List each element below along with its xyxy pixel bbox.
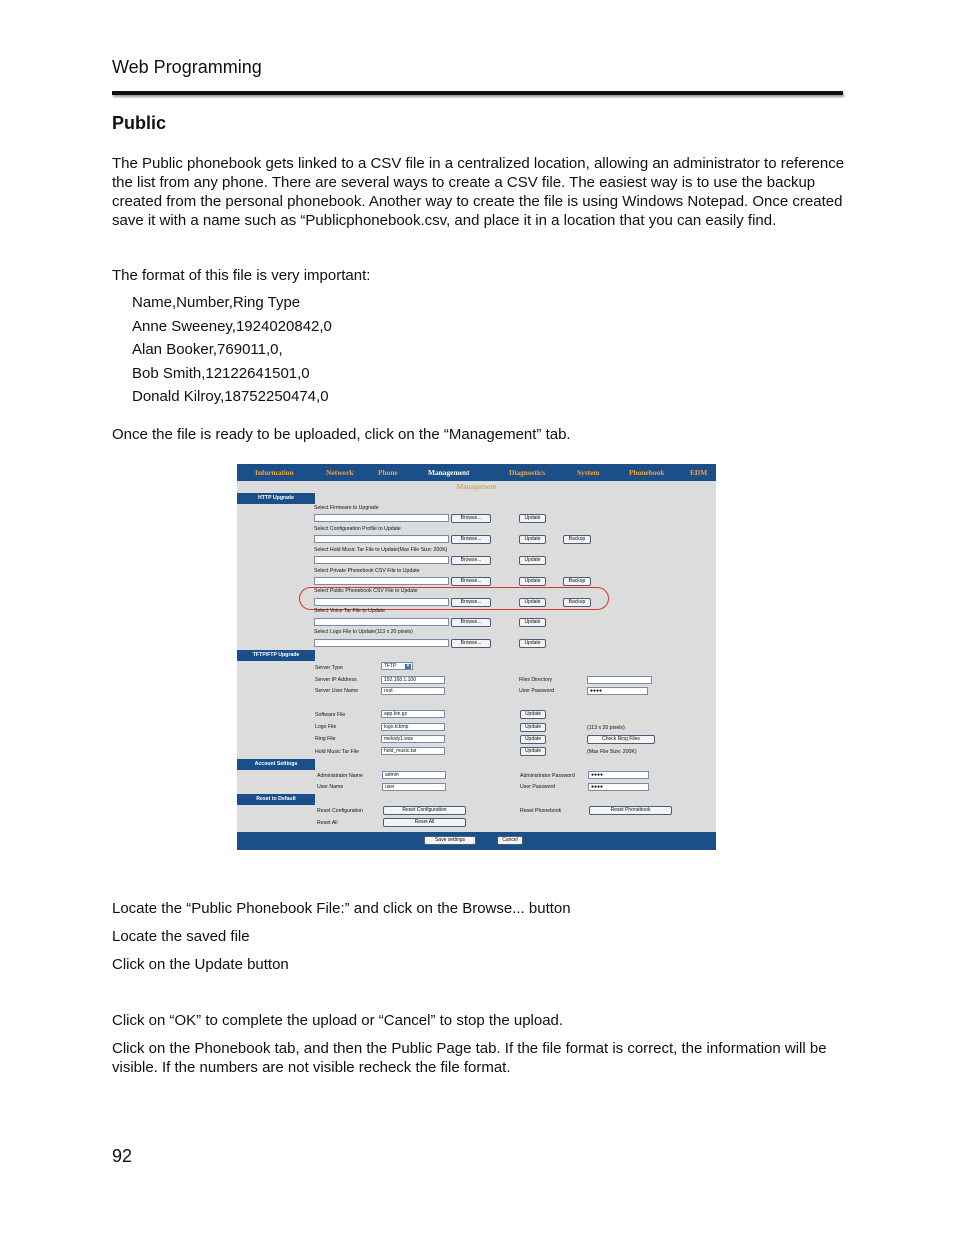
section-reset-to-default: Reset to Default bbox=[237, 794, 315, 805]
page-number: 92 bbox=[112, 1146, 133, 1166]
browse-button[interactable]: Browse... bbox=[451, 535, 491, 544]
hold-music-label: Hold Music Tar File bbox=[315, 749, 360, 755]
browse-button[interactable]: Browse... bbox=[451, 639, 491, 648]
files-directory-label: Files Directory bbox=[519, 677, 553, 683]
bottom-bar bbox=[237, 832, 716, 850]
http-row-label: Select Voice Tar File to Update bbox=[314, 608, 385, 614]
management-screenshot bbox=[237, 464, 716, 850]
reset-all-label: Reset All bbox=[317, 820, 338, 826]
update-button[interactable]: Update bbox=[519, 535, 546, 544]
account-user-password-label: User Password bbox=[520, 784, 556, 790]
logo-file-field[interactable] bbox=[314, 639, 449, 647]
update-button[interactable]: Update bbox=[519, 618, 546, 627]
private-phonebook-file-field[interactable] bbox=[314, 577, 449, 585]
browse-button[interactable]: Browse... bbox=[451, 577, 491, 586]
backup-button[interactable]: Backup bbox=[563, 598, 591, 607]
update-button[interactable]: Update bbox=[519, 556, 546, 565]
ring-file-field[interactable]: melody1.wav bbox=[381, 735, 445, 743]
browse-button[interactable]: Browse... bbox=[451, 556, 491, 565]
http-row-label: Select Private Phonebook CSV File to Update bbox=[314, 568, 420, 574]
logo-file-label: Logo File bbox=[315, 724, 337, 730]
csv-line: Donald Kilroy,18752250474,0 bbox=[132, 388, 329, 405]
section-title: Public bbox=[112, 113, 167, 133]
update-button[interactable]: Update bbox=[519, 639, 546, 648]
account-user-password-field[interactable]: ●●●● bbox=[588, 783, 649, 791]
highlight-oval bbox=[299, 587, 609, 610]
reset-phonebook-label: Reset Phonebook bbox=[520, 808, 562, 814]
reset-phonebook-button[interactable]: Reset Phonebook bbox=[589, 806, 672, 815]
admin-name-field[interactable]: admin bbox=[382, 771, 446, 779]
user-name-field[interactable]: user bbox=[382, 783, 446, 791]
server-user-label: Server User Name bbox=[315, 688, 358, 694]
update-button[interactable]: Update bbox=[520, 747, 546, 756]
software-file-field[interactable]: app.bin.gz bbox=[381, 710, 445, 718]
cancel-button[interactable]: Cancel bbox=[497, 836, 523, 845]
section-http-upgrade: HTTP Upgrade bbox=[237, 493, 315, 504]
nav-tab-system[interactable]: System bbox=[577, 468, 600, 477]
management-title: Management bbox=[456, 482, 497, 491]
nav-tab-phonebook[interactable]: Phonebook bbox=[629, 468, 665, 477]
server-type-select[interactable] bbox=[381, 662, 413, 670]
section-account-settings: Account Settings bbox=[237, 759, 315, 770]
user-password-label: User Password bbox=[519, 688, 555, 694]
http-row-label: Select Configuration Profile to Update bbox=[314, 526, 401, 532]
final-paragraph: Click on the Phonebook tab, and then the Public Page tab. If the file format is correct, the information will be visible. If the numbers are not visible recheck the file format. bbox=[112, 1040, 827, 1076]
logo-size-note: (113 x 20 pixels) bbox=[587, 725, 625, 731]
check-ring-files-button[interactable]: Check Ring Files bbox=[587, 735, 655, 744]
config-file-field[interactable] bbox=[314, 535, 449, 543]
csv-line: Alan Booker,769011,0, bbox=[132, 341, 283, 358]
update-button[interactable]: Update bbox=[520, 735, 546, 744]
server-type-value: TFTP bbox=[384, 663, 397, 669]
update-button[interactable]: Update bbox=[520, 710, 546, 719]
upload-paragraph: Once the file is ready to be uploaded, click on the “Management” tab. bbox=[112, 426, 571, 443]
update-button[interactable]: Update bbox=[519, 598, 546, 607]
nav-tab-diagnostics[interactable]: Diagnostics bbox=[509, 468, 546, 477]
step-2: Locate the saved file bbox=[112, 928, 250, 945]
nav-tab-network[interactable]: Network bbox=[326, 468, 354, 477]
step-3: Click on the Update button bbox=[112, 956, 289, 973]
firmware-file-field[interactable] bbox=[314, 514, 449, 522]
nav-tab-information[interactable]: Information bbox=[255, 468, 294, 477]
user-name-label: User Name bbox=[317, 784, 344, 790]
admin-password-label: Administrator Password bbox=[520, 773, 575, 779]
http-row-label: Select Firmware to Upgrade bbox=[314, 505, 379, 511]
update-button[interactable]: Update bbox=[520, 723, 546, 732]
http-row-label: Select Logo File to Update(113 x 20 pixels) bbox=[314, 629, 413, 635]
hold-music-field[interactable]: hold_music.tar bbox=[381, 747, 445, 755]
backup-button[interactable]: Backup bbox=[563, 577, 591, 586]
hold-music-size-note: (Max File Size: 200K) bbox=[587, 749, 637, 755]
csv-line: Name,Number,Ring Type bbox=[132, 294, 301, 311]
update-button[interactable]: Update bbox=[519, 577, 546, 586]
files-directory-field[interactable] bbox=[587, 676, 652, 684]
software-file-label: Software File bbox=[315, 712, 346, 718]
csv-example bbox=[132, 291, 332, 409]
update-button[interactable]: Update bbox=[519, 514, 546, 523]
chevron-down-icon: ▾ bbox=[406, 663, 410, 669]
nav-tab-edm[interactable]: EDM bbox=[690, 468, 708, 477]
reset-configuration-button[interactable]: Reset Configuration bbox=[383, 806, 466, 815]
user-password-field[interactable]: ●●●● bbox=[587, 687, 648, 695]
section-tftp-upgrade: TFTP/FTP Upgrade bbox=[237, 650, 315, 661]
server-ip-field[interactable]: 192.168.1.100 bbox=[381, 676, 445, 684]
step-1: Locate the “Public Phonebook File:” and click on the Browse... button bbox=[112, 900, 571, 917]
csv-line: Anne Sweeney,1924020842,0 bbox=[132, 317, 332, 335]
voice-file-field[interactable] bbox=[314, 618, 449, 626]
backup-button[interactable]: Backup bbox=[563, 535, 591, 544]
intro-paragraph: The Public phonebook gets linked to a CSV file in a centralized location, allowing an administrator to reference the list from any phone. There are several ways to create a CSV file. The easiest way is to use the backup created from the personal phonebook. Another way to create the file is using Windows Notepad. Once created save it with a name such as “Publicphonebook.csv, and place it in a location that you can easily find. bbox=[112, 155, 845, 229]
save-settings-button[interactable]: Save settings bbox=[424, 836, 476, 845]
admin-password-field[interactable]: ●●●● bbox=[588, 771, 649, 779]
logo-file-name-field[interactable]: logo.tcbmp bbox=[381, 723, 445, 731]
page-header-title: Web Programming bbox=[112, 57, 262, 77]
nav-tab-phone[interactable]: Phone bbox=[378, 468, 398, 477]
header-rule bbox=[112, 91, 843, 95]
top-nav bbox=[237, 464, 716, 481]
nav-tab-management[interactable]: Management bbox=[428, 468, 470, 477]
browse-button[interactable]: Browse... bbox=[451, 598, 491, 607]
browse-button[interactable]: Browse... bbox=[451, 618, 491, 627]
hold-music-file-field[interactable] bbox=[314, 556, 449, 564]
ring-file-label: Ring File bbox=[315, 736, 336, 742]
http-row-label: Select Hold Music Tar File to Update(Max File Size: 200K) bbox=[314, 547, 448, 553]
admin-name-label: Administrator Name bbox=[317, 773, 363, 779]
format-paragraph: The format of this file is very important: bbox=[112, 267, 371, 284]
ok-paragraph: Click on “OK” to complete the upload or “Cancel” to stop the upload. bbox=[112, 1012, 564, 1029]
server-ip-label: Server IP Address bbox=[315, 677, 357, 683]
browse-button[interactable]: Browse... bbox=[451, 514, 491, 523]
server-type-label: Server Type bbox=[315, 665, 343, 671]
reset-config-label: Reset Configuration bbox=[317, 808, 363, 814]
server-user-field[interactable]: root bbox=[381, 687, 445, 695]
http-row-label: Select Public Phonebook CSV File to Update bbox=[314, 588, 418, 594]
reset-all-button[interactable]: Reset All bbox=[383, 818, 466, 827]
csv-line: Bob Smith,12122641501,0 bbox=[132, 364, 310, 382]
